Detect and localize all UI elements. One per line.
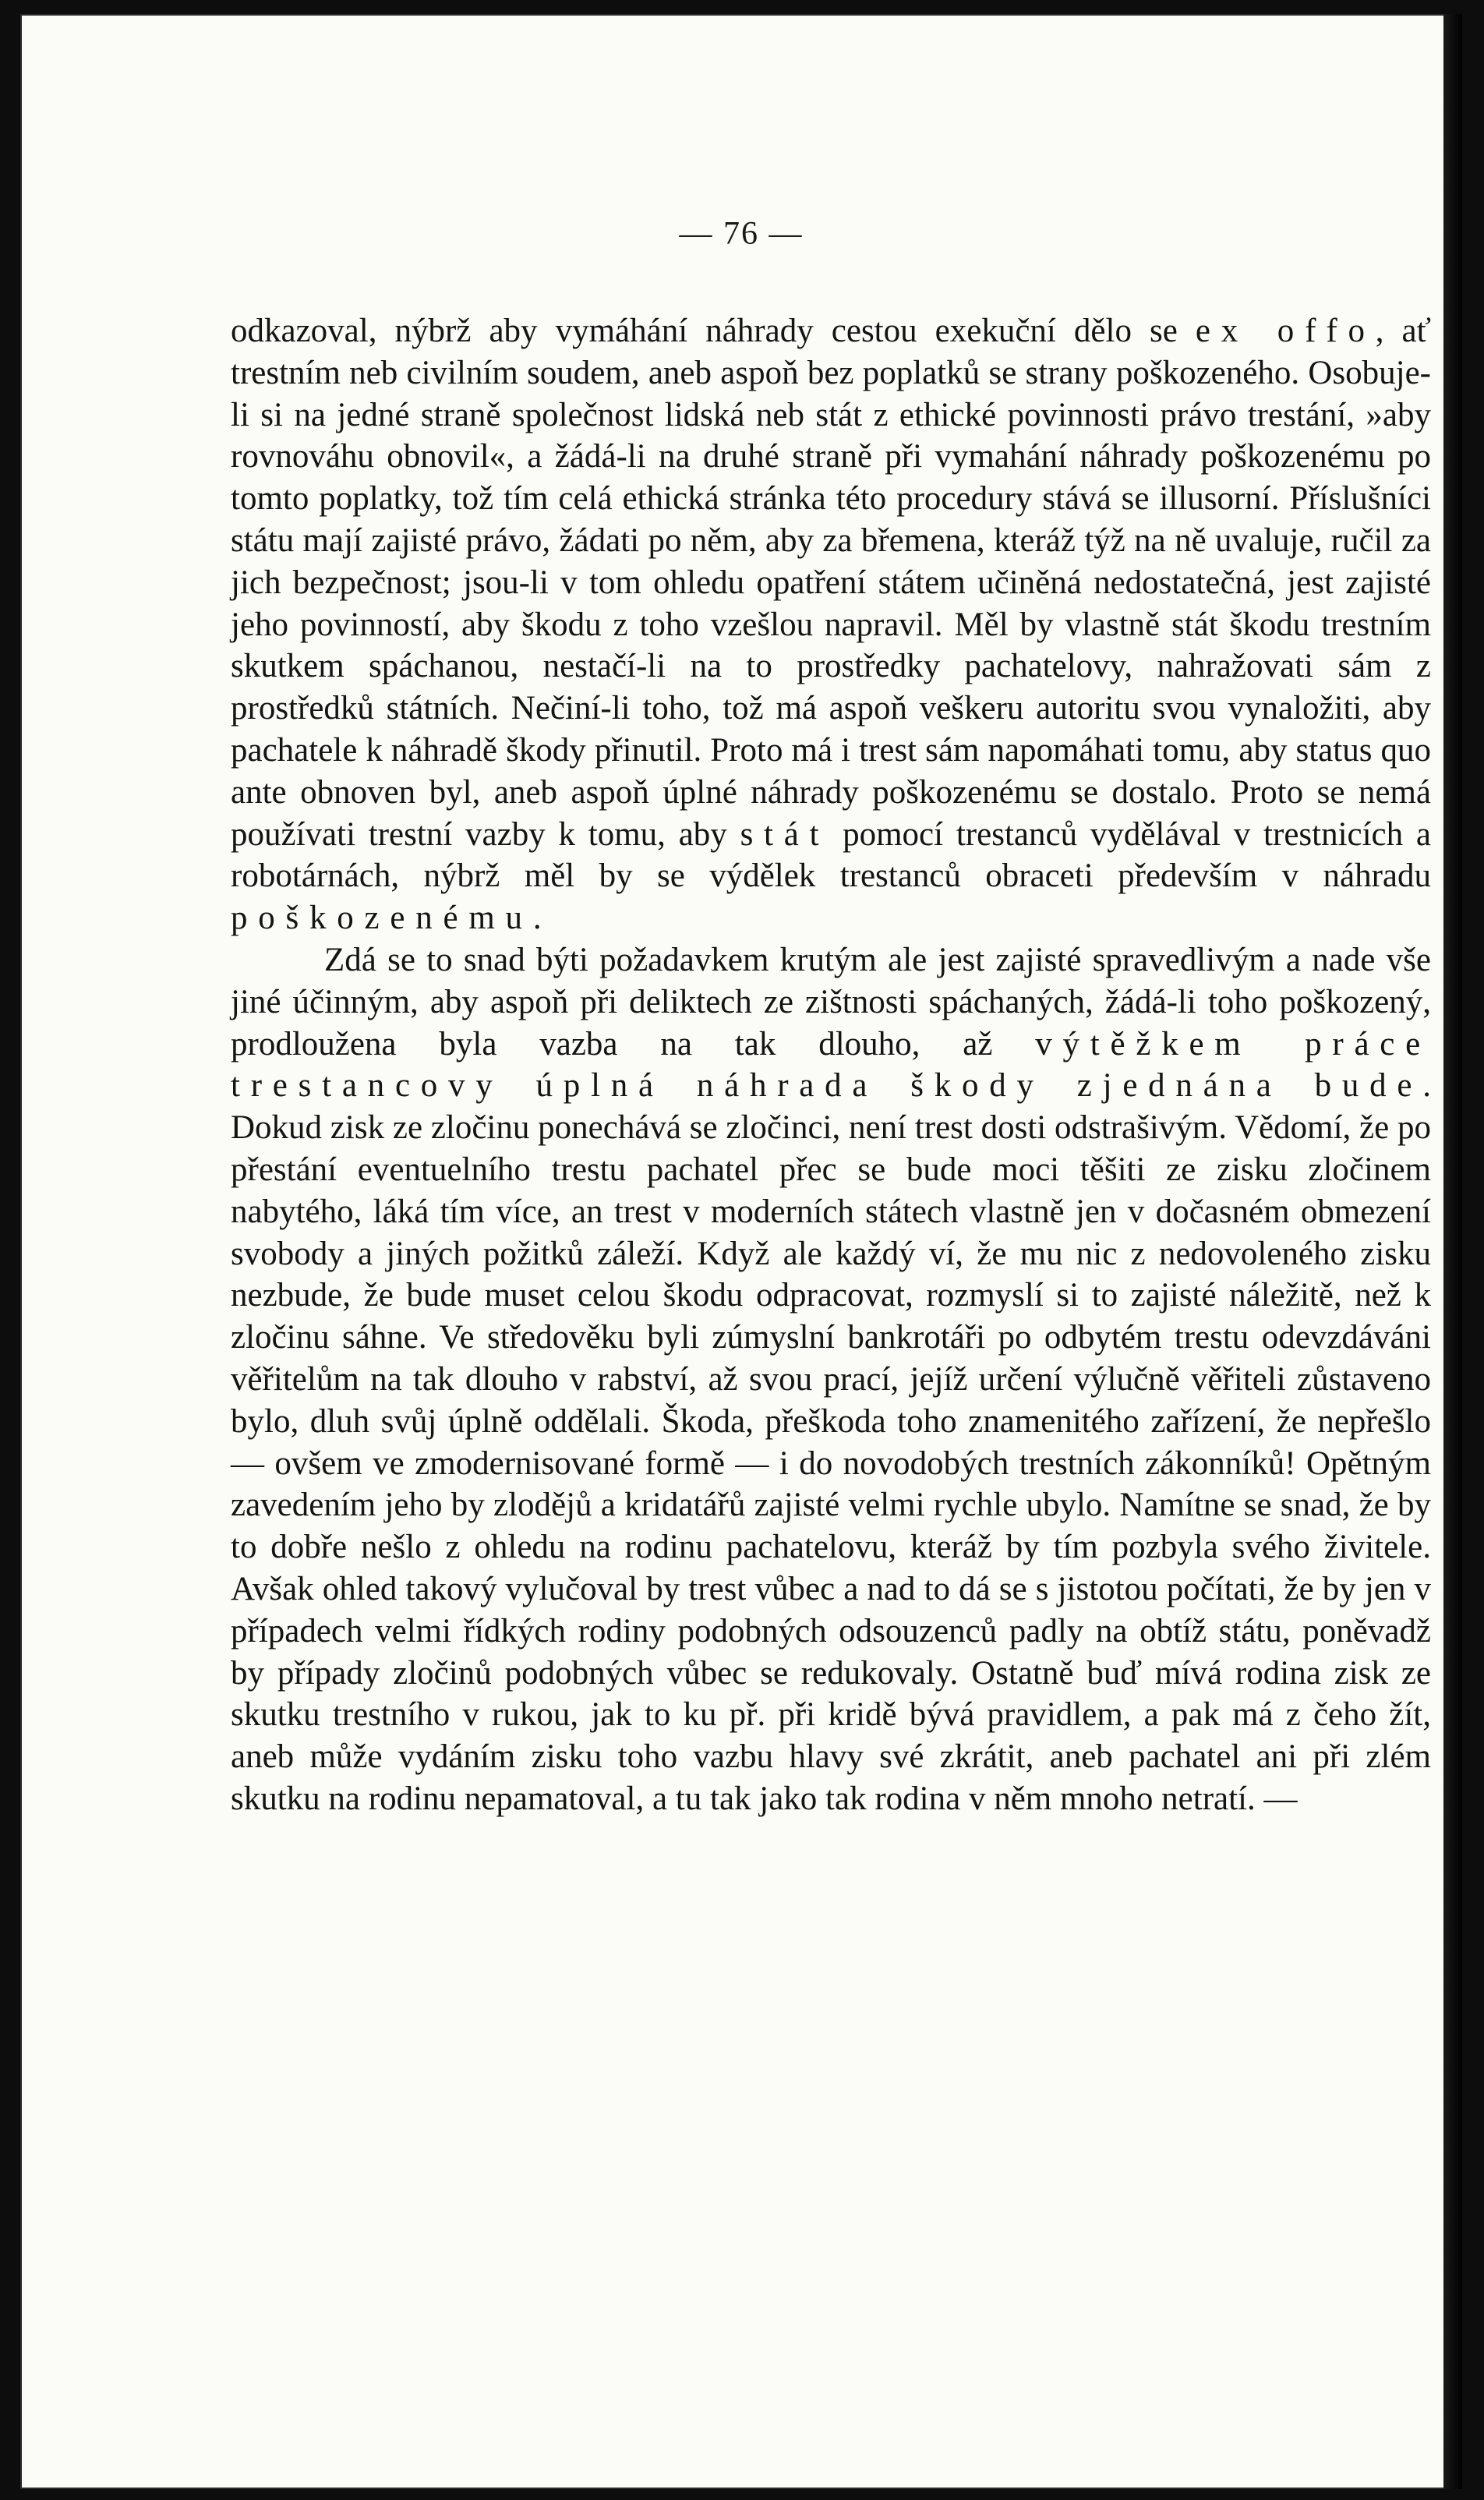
paragraph-2-text-b: . Dokud zisk ze zločinu ponechává se zločinci, není trest dosti odstrašivým. Vědomí, že po přestání eventuelního trestu pachatel přec se bude moci těšiti ze zisku zločinem nabytého, láká tím více, an trest v moderních státech vlastně jen v dočasném obmezení svobody a jiných požitků záleží. Když ale každý ví, že mu nic z nedovoleného zisku nezbude, že bude muset celou škodu odpracovat, rozmyslí si to zajisté náležitě, než k zločinu sáhne. Ve středověku byli zúmyslní bankrotáři po odbytém trestu odevzdáváni věřitelům na tak dlouho v rabství, až svou prací, jejíž určení výlučně věřiteli zůstaveno bylo, dluh svůj úplně oddělali. Škoda, přeškoda toho znamenitého zařízení, že nepřešlo — ovšem ve zmodernisované formě — i do novodobých trestních zákonníků! Opětným zavedením jeho by zlodějů a kridatářů zajisté velmi rychle ubylo. Namítne se snad, že by to dobře nešlo z ohledu na rodinu pachatelovu, kteráž by tím pozbyla svého živitele. Avšak ohled takový vylučoval by trest vůbec a nad to dá se s jistotou počítati, že by jen v případech velmi řídkých rodiny podobných odsouzenců padly na obtíž státu, poněvadž by případy zločinů podobných vůbec se redukovaly. Ostatně buď mívá rodina zisk ze skutku trestního v rukou, jak to ku př. při kridě bývá pravidlem, a pak má z čeho žít, aneb může vydáním zisku toho vazbu hlavy své zkrátit, aneb pachatel ani při zlém skutku na rodinu nepamatoval, a tu tak jako tak rodina v něm mnoho netratí. — <box>231 1067 1431 1817</box>
paragraph-1-text-b: , ať trestním neb civilním soudem, aneb aspoň bez poplatků se strany poškozeného. Osobuje-li si na jedné straně společnost lidská neb stát z ethické povinnosti právo trestání, »aby rovnováhu obnovil«, a žádá-li na druhé straně při vymahání náhrady poškozenému po tomto poplatky, tož tím celá ethická stránka této procedury stává se illusorní. Příslušníci státu mají zajisté právo, žádati po něm, aby za břemena, kteráž týž na ně uvaluje, ručil za jich bezpečnost; jsou-li v tom ohledu opatření státem učiněná nedostatečná, jest zajisté jeho povinností, aby škodu z toho vzešlou napravil. Měl by vlastně stát škodu trestním skutkem spáchanou, nestačí-li na to prostředky pachatelovy, nahražovati sám z prostředků státních. Nečiní-li toho, tož má aspoň veškeru autoritu svou vynaložiti, aby pachatele k náhradě škody přinutil. Proto má i trest sám napomáhati tomu, aby status quo ante obnoven byl, aneb aspoň úplné náhrady poškozenému se dostalo. Proto se nemá používati trestní vazby k tomu, aby <box>231 313 1431 853</box>
paragraph-1 <box>231 310 1431 939</box>
spaced-emphasis-poskozenemu: poškozenému <box>231 900 533 937</box>
spaced-emphasis-stat: stát <box>740 815 830 853</box>
spaced-emphasis-vytezkem: výtěžkem práce trestancovy úplná náhrada škody zjednána bude <box>231 1025 1432 1105</box>
page-body <box>231 310 1431 1820</box>
book-page <box>20 14 1462 2489</box>
paragraph-2-text-a: Zdá se to snad býti požadavkem krutým ale jest zajisté spravedlivým a nade vše jiné účinným, aby aspoň při deliktech ze zištnosti spáchaných, žádá-li toho poškozený, prodloužena byla vazba na tak dlouho, až <box>231 941 1431 1063</box>
page-number: — 76 — <box>679 216 804 252</box>
spaced-emphasis-ex-offo: ex offo <box>1195 313 1376 349</box>
paragraph-1-text-d: . <box>532 900 542 937</box>
paragraph-1-text-c: pomocí trestanců vydělával v trestnicích a robotárnách, nýbrž měl by se výdělek trestanců obraceti především v náhradu <box>231 815 1432 895</box>
paragraph-1-text-a: odkazoval, nýbrž aby vymáhání náhrady cestou exekuční dělo se <box>231 313 1196 349</box>
paragraph-2 <box>231 939 1431 1820</box>
page-edge-shadow <box>1443 14 1462 2489</box>
